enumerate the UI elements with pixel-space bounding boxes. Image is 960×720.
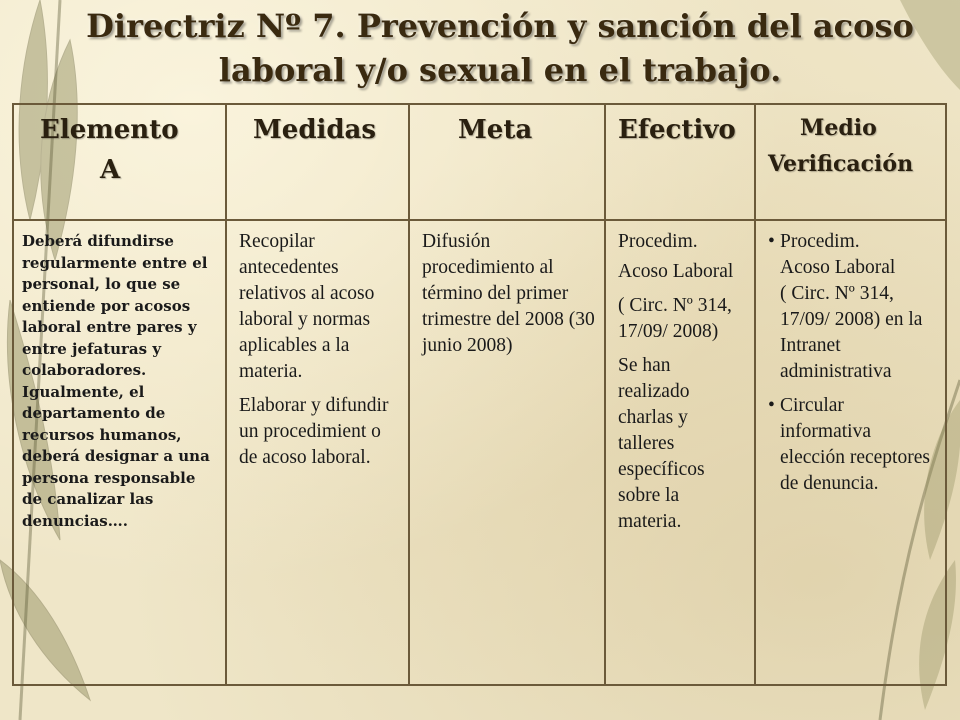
cell-elemento: Deberá difundirse regularmente entre el personal, lo que se entiende por acosos laboral entre pares y entre jefaturas y colaboradores. Igualmente, el departamento de recursos humanos, deberá designar a una persona responsable de canalizar las denuncias…. (13, 220, 226, 685)
table-header-row (13, 104, 946, 220)
table-row (13, 220, 946, 685)
page-title: Directriz Nº 7. Prevención y sanción del acoso laboral y/o sexual en el trabajo. (86, 7, 914, 89)
list-item: • Procedim. Acoso Laboral ( Circ. Nº 314, 17/09/ 2008) en la Intranet administrativa (768, 229, 937, 385)
header-medio-verificacion: Medio Verificación (755, 104, 946, 220)
header-efectivo: Efectivo (605, 104, 755, 220)
header-elemento: Elemento A (13, 104, 226, 220)
cell-medidas: Recopilar antecedentes relativos al acoso laboral y normas aplicables a la materia. Elaborar y difundir un procedimient o de acoso laboral. (226, 220, 409, 685)
directive-table (12, 103, 947, 686)
header-medidas: Medidas (226, 104, 409, 220)
list-item: • Circular informativa elección receptores de denuncia. (768, 393, 937, 497)
header-meta: Meta (409, 104, 605, 220)
cell-medio-verificacion (755, 220, 946, 685)
cell-efectivo: Procedim. Acoso Laboral ( Circ. Nº 314, 17/09/ 2008) Se han realizado charlas y talleres específicos sobre la materia. (605, 220, 755, 685)
cell-meta: Difusión procedimiento al término del primer trimestre del 2008 (30 junio 2008) (409, 220, 605, 685)
